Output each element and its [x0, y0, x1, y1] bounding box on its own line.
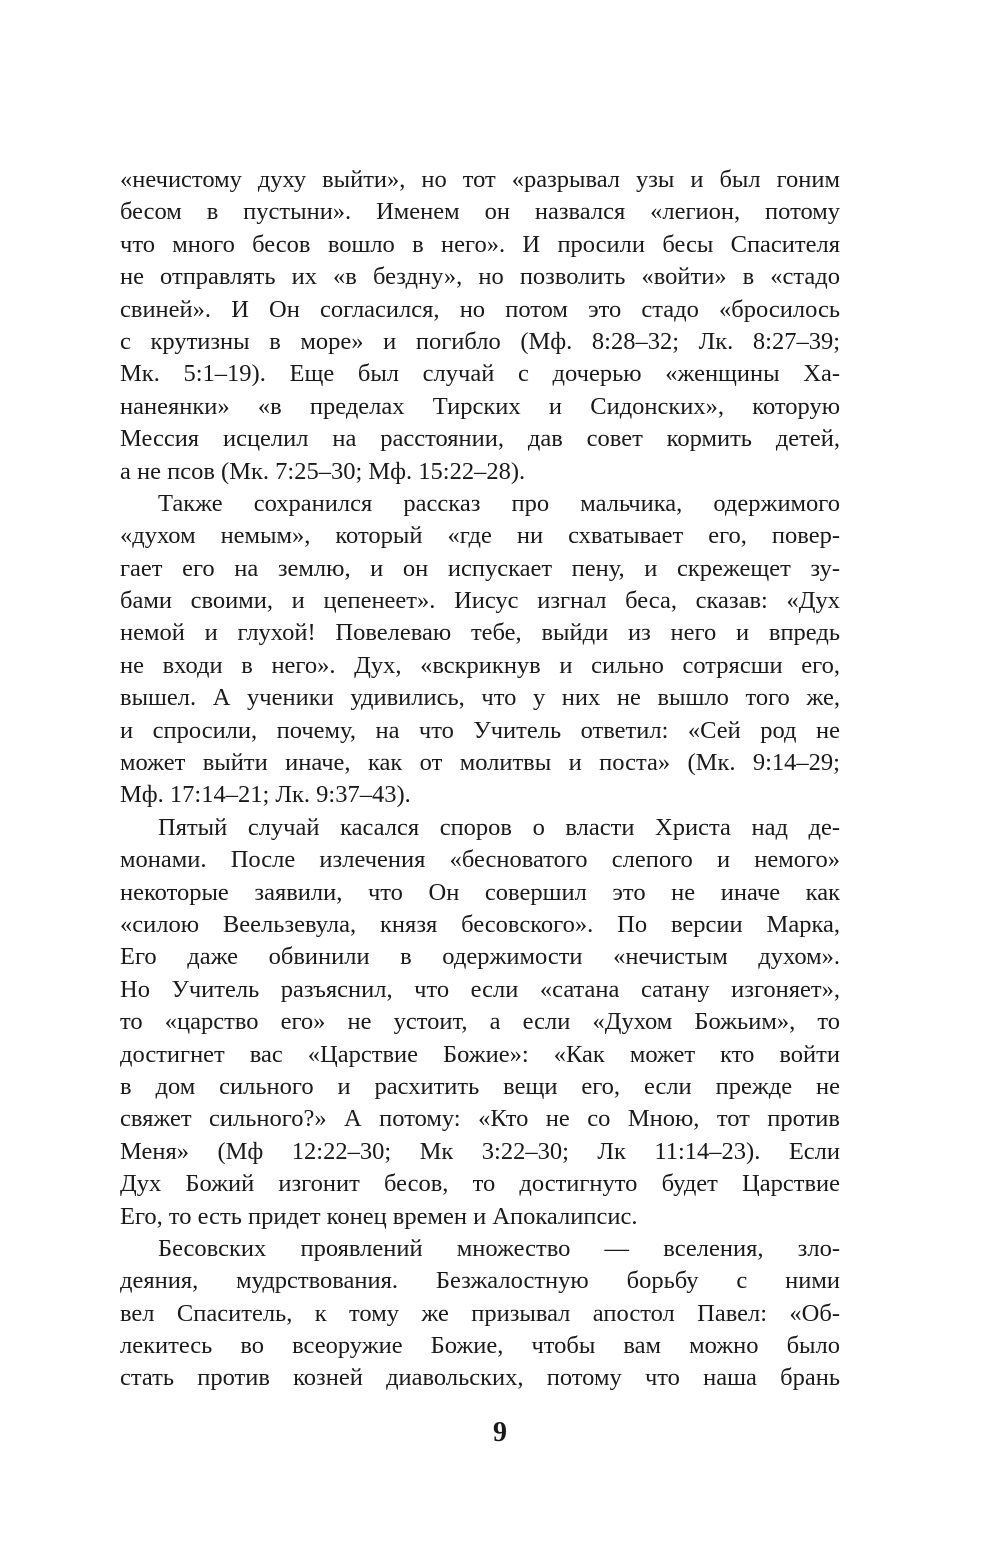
text-line: вел Спаситель, к тому же призывал апостол Павел: «Об-	[120, 1299, 840, 1327]
text-line: Но Учитель разъяснил, что если «сатана сатану изгоняет»,	[120, 975, 840, 1003]
text-line: Мф. 17:14–21; Лк. 9:37–43).	[120, 781, 411, 809]
page-number: 9	[493, 1417, 507, 1448]
text-line: свиней». И Он согласился, но потом это стадо «бросилось	[120, 295, 840, 323]
text-line: лекитесь во всеоружие Божие, чтобы вам можно было	[120, 1332, 840, 1360]
text-line: некоторые заявили, что Он совершил это не иначе как	[120, 878, 840, 906]
text-line: не входи в него». Дух, «вскрикнув и сильно сотрясши его,	[120, 651, 840, 679]
text-line: «нечистому духу выйти», но тот «разрывал узы и был гоним	[120, 166, 840, 193]
paragraph-start-line: Также сохранился рассказ про мальчика, одержимого	[158, 489, 840, 517]
text-line: бами своими, и цепенеет». Иисус изгнал беса, сказав: «Дух	[120, 587, 840, 615]
text-line: стать против козней диавольских, потому что наша брань	[120, 1364, 840, 1392]
text-line: свяжет сильного?» А потому: «Кто не со Мною, тот против	[120, 1105, 840, 1133]
text-line: нанеянки» «в пределах Тирских и Сидонских», которую	[120, 392, 840, 420]
text-line: Дух Божий изгонит бесов, то достигнуто будет Царствие	[120, 1170, 840, 1198]
text-line: с крутизны в море» и погибло (Мф. 8:28–32; Лк. 8:27–39;	[120, 327, 840, 355]
text-line: немой и глухой! Повелеваю тебе, выйди из него и впредь	[120, 619, 840, 647]
text-line: Меня» (Мф 12:22–30; Мк 3:22–30; Лк 11:14–23). Если	[120, 1137, 840, 1165]
text-line: деяния, мудрствования. Безжалостную борьбу с ними	[120, 1267, 840, 1295]
text-line: монами. После излечения «бесноватого слепого и немого»	[120, 846, 840, 874]
page-body	[120, 164, 840, 1395]
text-line: «духом немым», который «где ни схватывает его, повер-	[120, 522, 840, 550]
text-line: в дом сильного и расхитить вещи его, если прежде не	[120, 1072, 840, 1100]
text-line: Мк. 5:1–19). Еще был случай с дочерью «женщины Ха-	[120, 360, 840, 388]
text-line: может выйти иначе, как от молитвы и поста» (Мк. 9:14–29;	[120, 749, 840, 777]
text-line: Мессия исцелил на расстоянии, дав совет кормить детей,	[120, 425, 840, 453]
text-line: то «царство его» не устоит, а если «Духом Божьим», то	[120, 1008, 840, 1036]
text-line: бесом в пустыни». Именем он назвался «легион, потому	[120, 198, 840, 226]
text-line: Его, то есть придет конец времен и Апокалипсис.	[120, 1202, 638, 1230]
text-line: гает его на землю, и он испускает пену, и скрежещет зу-	[120, 554, 840, 582]
text-line: что много бесов вошло в него». И просили бесы Спасителя	[120, 230, 840, 258]
text-line: достигнет вас «Царствие Божие»: «Как может кто войти	[120, 1040, 840, 1068]
text-line: а не псов (Мк. 7:25–30; Мф. 15:22–28).	[120, 457, 526, 485]
paragraph-start-line: Пятый случай касался споров о власти Христа над де-	[158, 813, 840, 841]
text-line: «силою Веельзевула, князя бесовского». По версии Марка,	[120, 910, 840, 938]
text-line: вышел. А ученики удивились, что у них не вышло того же,	[120, 684, 840, 712]
text-line: Его даже обвинили в одержимости «нечистым духом».	[120, 943, 840, 971]
text-line: и спросили, почему, на что Учитель ответил: «Сей род не	[120, 716, 840, 744]
text-line: не отправлять их «в бездну», но позволить «войти» в «стадо	[120, 263, 840, 291]
paragraph-start-line: Бесовских проявлений множество — вселения, зло-	[158, 1234, 840, 1262]
